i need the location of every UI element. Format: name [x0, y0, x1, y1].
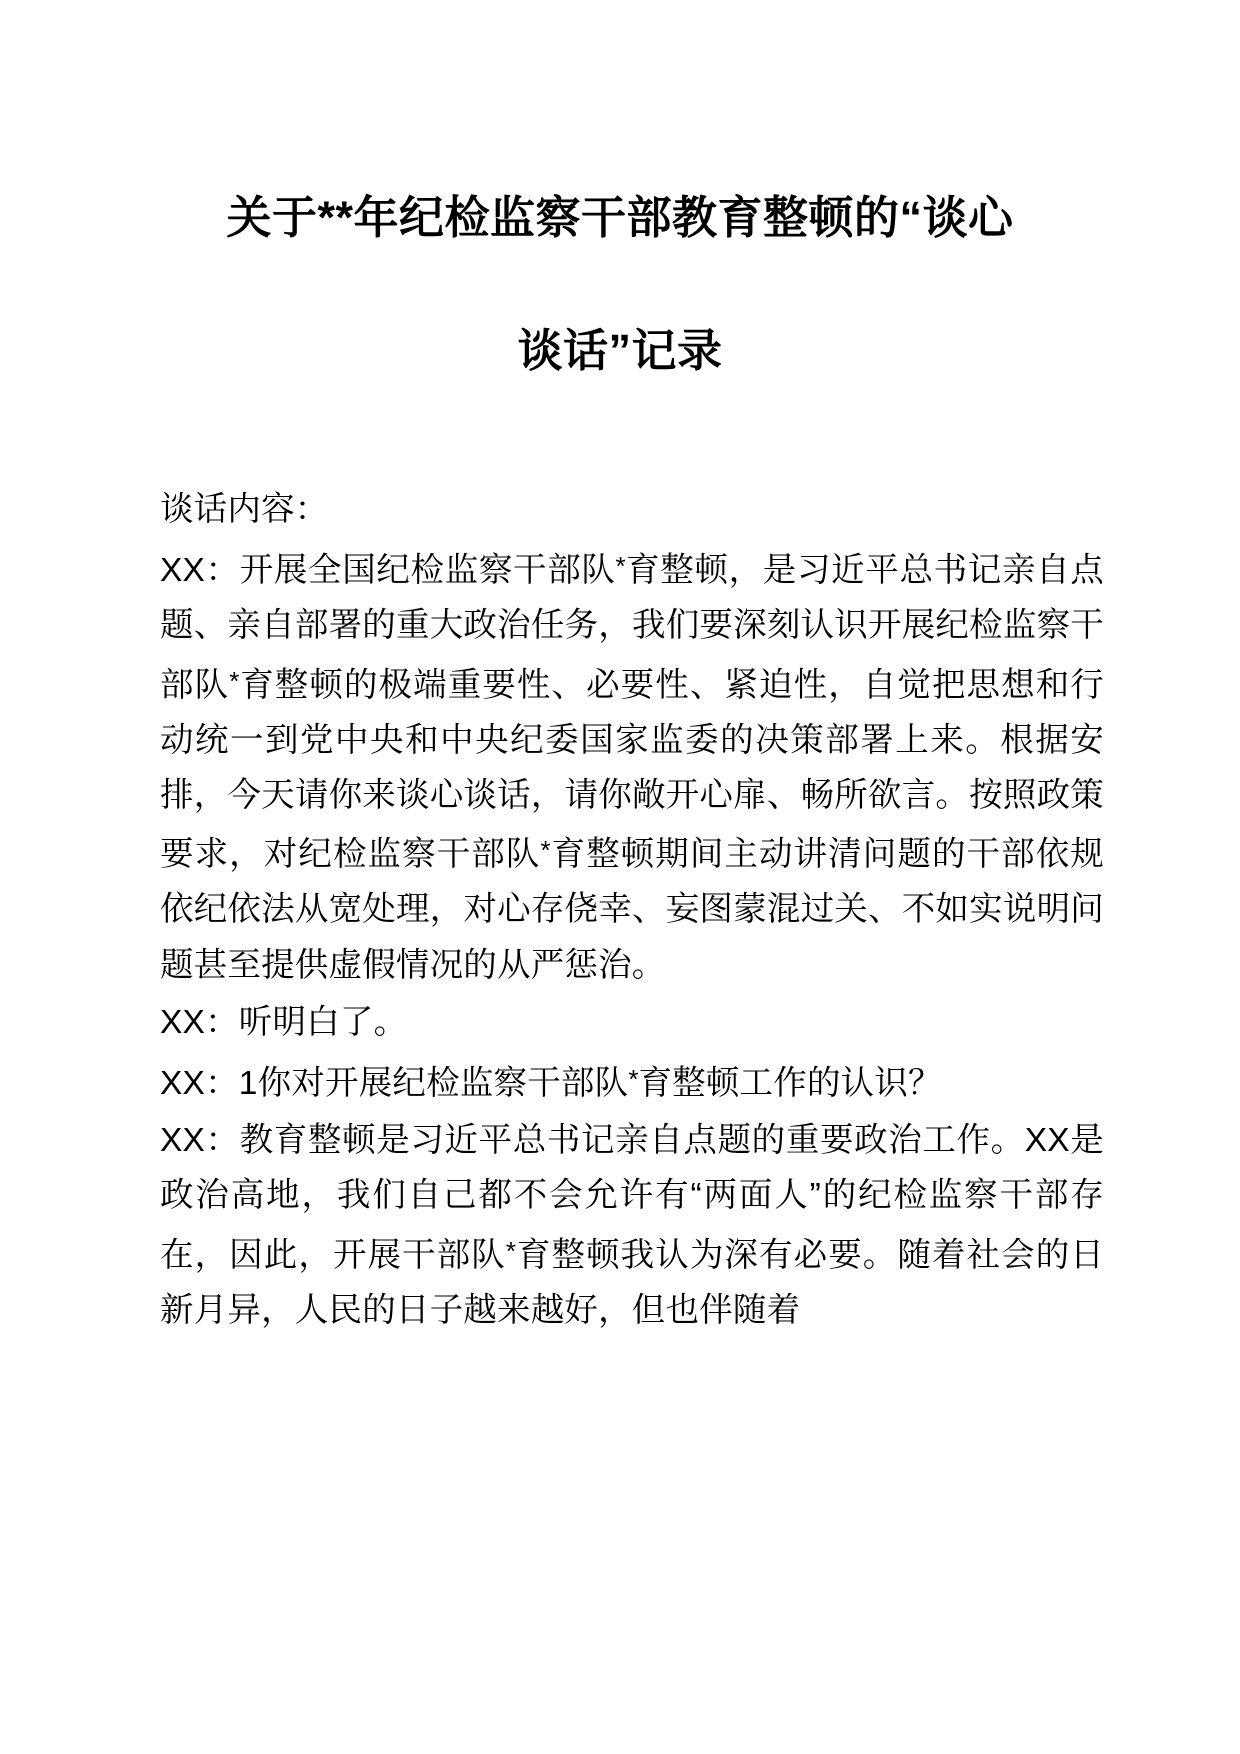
- page-title-line-1: 关于**年纪检监察干部教育整顿的“谈心: [226, 192, 1014, 243]
- paragraph-opening-statement: XX：开展全国纪检监察干部队*育整顿，是习近平总书记亲自点题、亲自部署的重大政治任务，我们要深刻认识开展纪检监察干部队*育整顿的极端重要性、必要性、紧迫性，自觉把思想和行动统一到党中央和中央纪委国家监委的决策部署上来。根据安排，今天请你来谈心谈话，请你敞开心扉、畅所欲言。按照政策要求，对纪检监察干部队*育整顿期间主动讲清问题的干部依规依纪依法从宽处理，对心存侥幸、妄图蒙混过关、不如实说明问题甚至提供虚假情况的从严惩治。: [160, 551, 1105, 984]
- document-body: [160, 482, 1104, 1340]
- section-label: 谈话内容：: [160, 491, 329, 528]
- page-title-line-2: 谈话”记录: [517, 324, 723, 376]
- paragraph-question-1: XX：1你对开展纪检监察干部队*育整顿工作的认识？: [160, 1064, 942, 1103]
- page-title: [160, 152, 1080, 418]
- paragraph-reply-understood: XX：听明白了。: [160, 1003, 408, 1041]
- paragraph-answer-1: XX：教育整顿是习近平总书记亲自点题的重要政治工作。XX是政治高地，我们自己都不会允许有“两面人”的纪检监察干部存在，因此，开展干部队*育整顿我认为深有必要。随着社会的日新月异，人民的日子越来越好，但也伴随着: [160, 1122, 1105, 1329]
